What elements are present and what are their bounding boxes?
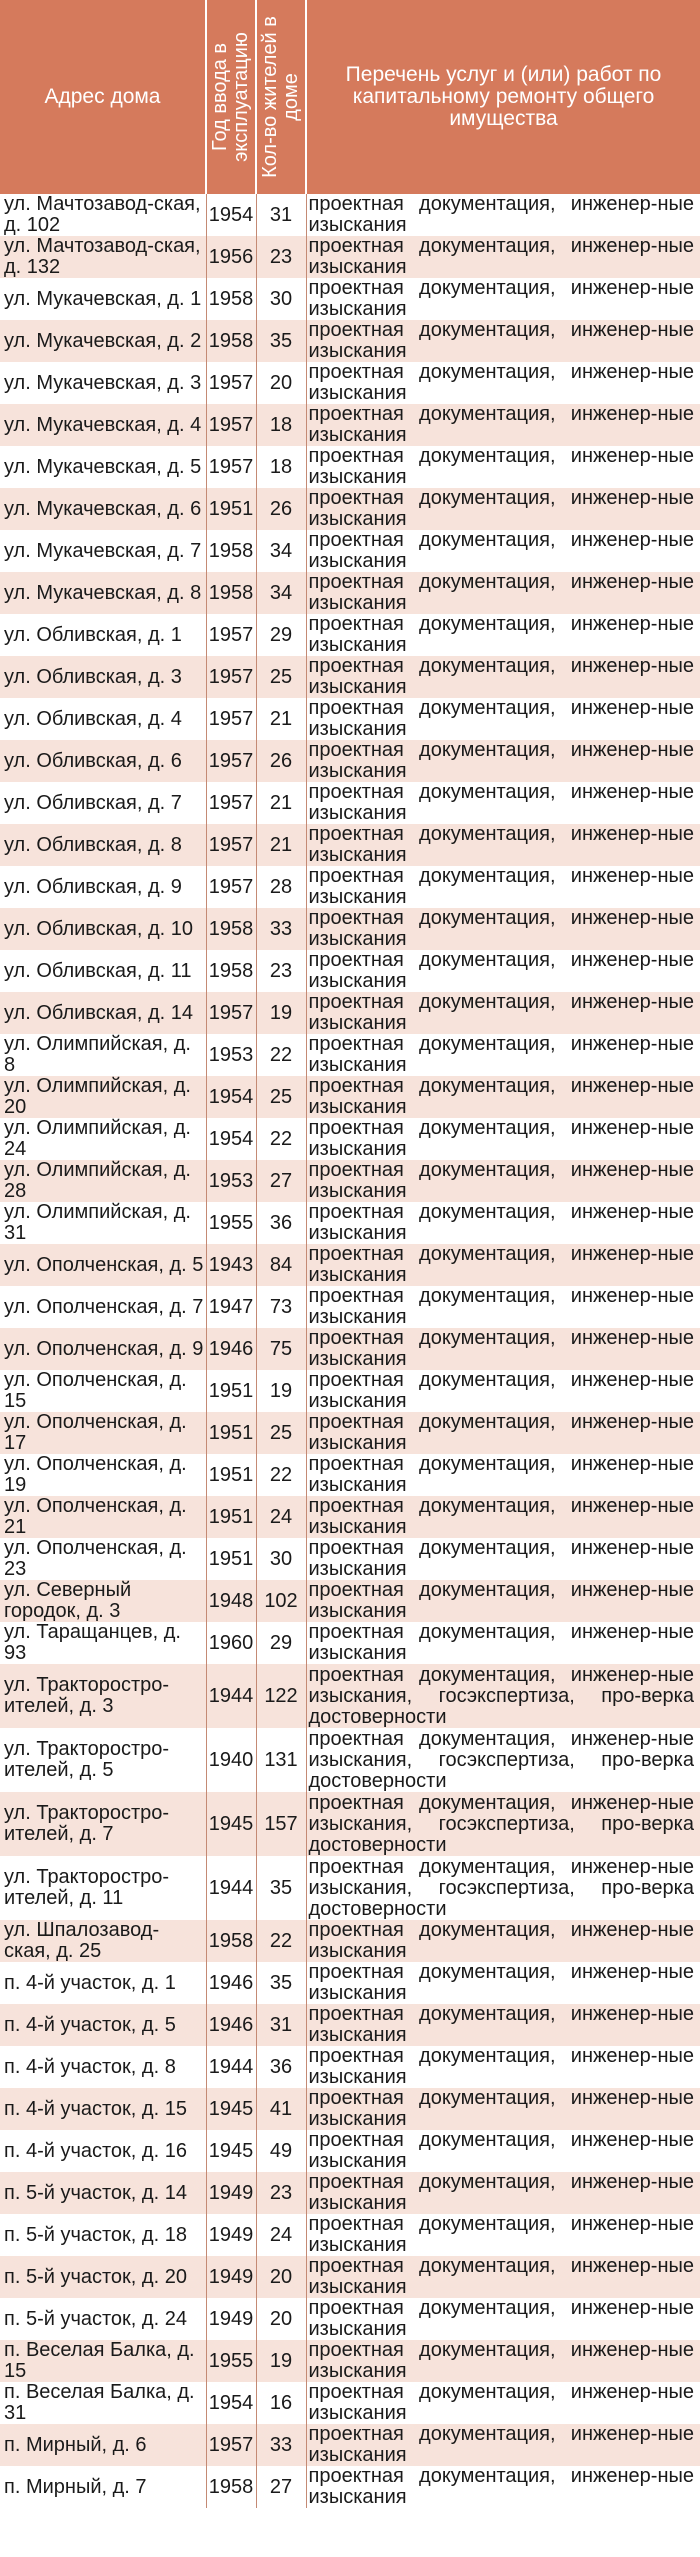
- residents-cell: 23: [256, 236, 306, 278]
- address-cell: ул. Ополченская, д. 17: [0, 1412, 206, 1454]
- residents-cell: 29: [256, 1622, 306, 1664]
- year-cell: 1951: [206, 1538, 256, 1580]
- residents-cell: 33: [256, 2424, 306, 2466]
- works-cell: проектная документация, инженер-ные изыскания: [306, 404, 700, 446]
- year-cell: 1957: [206, 866, 256, 908]
- address-cell: ул. Олимпийская, д. 8: [0, 1034, 206, 1076]
- address-cell: ул. Обливская, д. 7: [0, 782, 206, 824]
- table-row: [0, 1034, 700, 1076]
- address-cell: ул. Таращанцев, д. 93: [0, 1622, 206, 1664]
- address-cell: п. 4-й участок, д. 5: [0, 2004, 206, 2046]
- table-row: [0, 2298, 700, 2340]
- works-cell: проектная документация, инженер-ные изыскания: [306, 362, 700, 404]
- year-cell: 1953: [206, 1160, 256, 1202]
- table-row: [0, 1538, 700, 1580]
- works-cell: проектная документация, инженер-ные изыскания: [306, 488, 700, 530]
- residents-cell: 75: [256, 1328, 306, 1370]
- residents-cell: 18: [256, 446, 306, 488]
- address-cell: ул. Тракторостро-ителей, д. 3: [0, 1664, 206, 1728]
- table-row: [0, 1412, 700, 1454]
- residents-cell: 102: [256, 1580, 306, 1622]
- table-row: [0, 992, 700, 1034]
- year-cell: 1957: [206, 446, 256, 488]
- address-cell: ул. Мукачевская, д. 1: [0, 278, 206, 320]
- residents-cell: 31: [256, 2004, 306, 2046]
- works-cell: проектная документация, инженер-ные изыскания: [306, 2340, 700, 2382]
- table-row: [0, 1244, 700, 1286]
- table-row: [0, 698, 700, 740]
- table-row: [0, 1622, 700, 1664]
- year-cell: 1954: [206, 1076, 256, 1118]
- table-row: [0, 2256, 700, 2298]
- address-cell: п. Мирный, д. 6: [0, 2424, 206, 2466]
- address-cell: п. 5-й участок, д. 20: [0, 2256, 206, 2298]
- table-header: [0, 0, 700, 194]
- year-cell: 1949: [206, 2214, 256, 2256]
- residents-cell: 28: [256, 866, 306, 908]
- header-residents: [256, 0, 306, 194]
- residents-cell: 27: [256, 1160, 306, 1202]
- table-row: [0, 740, 700, 782]
- residents-cell: 131: [256, 1728, 306, 1792]
- address-cell: ул. Обливская, д. 9: [0, 866, 206, 908]
- works-cell: проектная документация, инженер-ные изыскания: [306, 1244, 700, 1286]
- year-cell: 1951: [206, 1454, 256, 1496]
- residents-cell: 21: [256, 782, 306, 824]
- works-cell: проектная документация, инженер-ные изыскания: [306, 908, 700, 950]
- table-row: [0, 1202, 700, 1244]
- address-cell: ул. Тракторостро-ителей, д. 5: [0, 1728, 206, 1792]
- residents-cell: 36: [256, 2046, 306, 2088]
- year-cell: 1954: [206, 194, 256, 236]
- table-row: [0, 278, 700, 320]
- residents-cell: 23: [256, 2172, 306, 2214]
- residents-cell: 26: [256, 740, 306, 782]
- works-cell: проектная документация, инженер-ные изыскания: [306, 2424, 700, 2466]
- year-cell: 1956: [206, 236, 256, 278]
- table-row: [0, 908, 700, 950]
- address-cell: ул. Обливская, д. 4: [0, 698, 206, 740]
- works-cell: проектная документация, инженер-ные изыскания: [306, 1202, 700, 1244]
- table-row: [0, 2340, 700, 2382]
- year-cell: 1955: [206, 1202, 256, 1244]
- year-cell: 1958: [206, 1920, 256, 1962]
- works-cell: проектная документация, инженер-ные изыскания: [306, 2214, 700, 2256]
- table-row: [0, 950, 700, 992]
- year-cell: 1955: [206, 2340, 256, 2382]
- residents-cell: 20: [256, 2256, 306, 2298]
- year-cell: 1957: [206, 614, 256, 656]
- residents-cell: 35: [256, 1856, 306, 1920]
- table-body: [0, 194, 700, 2508]
- address-cell: ул. Мукачевская, д. 7: [0, 530, 206, 572]
- works-cell: проектная документация, инженер-ные изыскания: [306, 1580, 700, 1622]
- residents-cell: 18: [256, 404, 306, 446]
- address-cell: ул. Олимпийская, д. 24: [0, 1118, 206, 1160]
- year-cell: 1944: [206, 1856, 256, 1920]
- year-cell: 1951: [206, 1370, 256, 1412]
- table-row: [0, 1370, 700, 1412]
- residents-cell: 157: [256, 1792, 306, 1856]
- address-cell: ул. Обливская, д. 8: [0, 824, 206, 866]
- works-cell: проектная документация, инженер-ные изыскания: [306, 2130, 700, 2172]
- table-row: [0, 866, 700, 908]
- address-cell: ул. Обливская, д. 14: [0, 992, 206, 1034]
- address-cell: ул. Мукачевская, д. 3: [0, 362, 206, 404]
- header-year-label: Год ввода в эксплуатацию: [209, 32, 252, 162]
- address-cell: п. 5-й участок, д. 24: [0, 2298, 206, 2340]
- residents-cell: 49: [256, 2130, 306, 2172]
- table-row: [0, 1496, 700, 1538]
- works-cell: проектная документация, инженер-ные изыскания: [306, 2046, 700, 2088]
- address-cell: ул. Мукачевская, д. 2: [0, 320, 206, 362]
- works-cell: проектная документация, инженер-ные изыскания: [306, 1118, 700, 1160]
- year-cell: 1958: [206, 320, 256, 362]
- table-row: [0, 320, 700, 362]
- works-cell: проектная документация, инженер-ные изыскания: [306, 1920, 700, 1962]
- address-cell: ул. Мукачевская, д. 4: [0, 404, 206, 446]
- address-cell: ул. Ополченская, д. 7: [0, 1286, 206, 1328]
- address-cell: п. 4-й участок, д. 8: [0, 2046, 206, 2088]
- works-cell: проектная документация, инженер-ные изыскания: [306, 1538, 700, 1580]
- year-cell: 1957: [206, 992, 256, 1034]
- table-row: [0, 824, 700, 866]
- works-cell: проектная документация, инженер-ные изыскания: [306, 2298, 700, 2340]
- address-cell: ул. Мачтозавод-ская, д. 132: [0, 236, 206, 278]
- address-cell: ул. Олимпийская, д. 31: [0, 1202, 206, 1244]
- works-cell: проектная документация, инженер-ные изыскания: [306, 194, 700, 236]
- works-cell: проектная документация, инженер-ные изыскания: [306, 1622, 700, 1664]
- table-row: [0, 2130, 700, 2172]
- table-row: [0, 1076, 700, 1118]
- residents-cell: 23: [256, 950, 306, 992]
- residents-cell: 25: [256, 656, 306, 698]
- table-row: [0, 1454, 700, 1496]
- address-cell: ул. Ополченская, д. 23: [0, 1538, 206, 1580]
- table-row: [0, 2214, 700, 2256]
- address-cell: ул. Обливская, д. 11: [0, 950, 206, 992]
- table-row: [0, 614, 700, 656]
- address-cell: ул. Обливская, д. 6: [0, 740, 206, 782]
- year-cell: 1958: [206, 530, 256, 572]
- address-cell: ул. Ополченская, д. 19: [0, 1454, 206, 1496]
- table-row: [0, 1286, 700, 1328]
- address-cell: ул. Тракторостро-ителей, д. 11: [0, 1856, 206, 1920]
- works-cell: проектная документация, инженер-ные изыскания: [306, 572, 700, 614]
- residents-cell: 29: [256, 614, 306, 656]
- residents-cell: 22: [256, 1454, 306, 1496]
- address-cell: ул. Олимпийская, д. 20: [0, 1076, 206, 1118]
- year-cell: 1945: [206, 2088, 256, 2130]
- table-row: [0, 194, 700, 236]
- address-cell: ул. Обливская, д. 10: [0, 908, 206, 950]
- table-row: [0, 1792, 700, 1856]
- works-cell: проектная документация, инженер-ные изыскания: [306, 2088, 700, 2130]
- works-cell: проектная документация, инженер-ные изыскания: [306, 2382, 700, 2424]
- address-cell: ул. Мачтозавод-ская, д. 102: [0, 194, 206, 236]
- works-cell: проектная документация, инженер-ные изыскания: [306, 1328, 700, 1370]
- table-row: [0, 1118, 700, 1160]
- address-cell: ул. Северный городок, д. 3: [0, 1580, 206, 1622]
- address-cell: ул. Ополченская, д. 21: [0, 1496, 206, 1538]
- residents-cell: 22: [256, 1034, 306, 1076]
- table-row: [0, 2088, 700, 2130]
- year-cell: 1957: [206, 782, 256, 824]
- address-cell: ул. Ополченская, д. 15: [0, 1370, 206, 1412]
- works-cell: проектная документация, инженер-ные изыскания: [306, 698, 700, 740]
- works-cell: проектная документация, инженер-ные изыскания, госэкспертиза, про-верка достоверности: [306, 1792, 700, 1856]
- year-cell: 1951: [206, 488, 256, 530]
- works-cell: проектная документация, инженер-ные изыскания: [306, 1034, 700, 1076]
- works-cell: проектная документация, инженер-ные изыскания: [306, 1962, 700, 2004]
- works-cell: проектная документация, инженер-ные изыскания: [306, 530, 700, 572]
- address-cell: ул. Ополченская, д. 5: [0, 1244, 206, 1286]
- works-cell: проектная документация, инженер-ные изыскания: [306, 950, 700, 992]
- address-cell: п. 5-й участок, д. 18: [0, 2214, 206, 2256]
- address-cell: п. Веселая Балка, д. 15: [0, 2340, 206, 2382]
- year-cell: 1957: [206, 656, 256, 698]
- address-cell: ул. Олимпийская, д. 28: [0, 1160, 206, 1202]
- residents-cell: 25: [256, 1076, 306, 1118]
- residents-cell: 19: [256, 1370, 306, 1412]
- residents-cell: 31: [256, 194, 306, 236]
- residents-cell: 35: [256, 320, 306, 362]
- works-cell: проектная документация, инженер-ные изыскания: [306, 2172, 700, 2214]
- year-cell: 1957: [206, 698, 256, 740]
- address-cell: ул. Тракторостро-ителей, д. 7: [0, 1792, 206, 1856]
- residents-cell: 84: [256, 1244, 306, 1286]
- table-row: [0, 2466, 700, 2508]
- table-row: [0, 2382, 700, 2424]
- residents-cell: 34: [256, 572, 306, 614]
- residents-cell: 27: [256, 2466, 306, 2508]
- residents-cell: 21: [256, 824, 306, 866]
- address-cell: п. 4-й участок, д. 16: [0, 2130, 206, 2172]
- residents-cell: 20: [256, 2298, 306, 2340]
- year-cell: 1958: [206, 572, 256, 614]
- year-cell: 1945: [206, 2130, 256, 2172]
- address-cell: ул. Обливская, д. 3: [0, 656, 206, 698]
- table-row: [0, 1728, 700, 1792]
- residents-cell: 20: [256, 362, 306, 404]
- year-cell: 1954: [206, 1118, 256, 1160]
- table-row: [0, 1580, 700, 1622]
- year-cell: 1943: [206, 1244, 256, 1286]
- residents-cell: 22: [256, 1118, 306, 1160]
- year-cell: 1957: [206, 740, 256, 782]
- residents-cell: 41: [256, 2088, 306, 2130]
- year-cell: 1946: [206, 2004, 256, 2046]
- table-row: [0, 362, 700, 404]
- year-cell: 1948: [206, 1580, 256, 1622]
- residents-cell: 24: [256, 2214, 306, 2256]
- header-address: Адрес дома: [0, 0, 206, 194]
- year-cell: 1958: [206, 908, 256, 950]
- address-cell: п. 4-й участок, д. 15: [0, 2088, 206, 2130]
- year-cell: 1958: [206, 278, 256, 320]
- year-cell: 1949: [206, 2298, 256, 2340]
- table-row: [0, 2172, 700, 2214]
- year-cell: 1957: [206, 2424, 256, 2466]
- works-cell: проектная документация, инженер-ные изыскания: [306, 2004, 700, 2046]
- address-cell: п. Веселая Балка, д. 31: [0, 2382, 206, 2424]
- table-row: [0, 782, 700, 824]
- table-row: [0, 1160, 700, 1202]
- address-cell: ул. Обливская, д. 1: [0, 614, 206, 656]
- table-row: [0, 1962, 700, 2004]
- works-cell: проектная документация, инженер-ные изыскания: [306, 656, 700, 698]
- table-row: [0, 656, 700, 698]
- residents-cell: 73: [256, 1286, 306, 1328]
- works-cell: проектная документация, инженер-ные изыскания: [306, 320, 700, 362]
- table-row: [0, 530, 700, 572]
- year-cell: 1957: [206, 362, 256, 404]
- residents-cell: 19: [256, 992, 306, 1034]
- table-row: [0, 2004, 700, 2046]
- residents-cell: 30: [256, 1538, 306, 1580]
- table-row: [0, 1920, 700, 1962]
- address-cell: ул. Мукачевская, д. 8: [0, 572, 206, 614]
- works-cell: проектная документация, инженер-ные изыскания: [306, 1286, 700, 1328]
- residents-cell: 36: [256, 1202, 306, 1244]
- residents-cell: 21: [256, 698, 306, 740]
- works-cell: проектная документация, инженер-ные изыскания: [306, 236, 700, 278]
- residents-cell: 34: [256, 530, 306, 572]
- works-cell: проектная документация, инженер-ные изыскания: [306, 866, 700, 908]
- residents-cell: 22: [256, 1920, 306, 1962]
- year-cell: 1958: [206, 950, 256, 992]
- year-cell: 1944: [206, 1664, 256, 1728]
- address-cell: ул. Ополченская, д. 9: [0, 1328, 206, 1370]
- year-cell: 1949: [206, 2256, 256, 2298]
- year-cell: 1960: [206, 1622, 256, 1664]
- table-row: [0, 572, 700, 614]
- works-cell: проектная документация, инженер-ные изыскания: [306, 992, 700, 1034]
- table-row: [0, 404, 700, 446]
- year-cell: 1946: [206, 1962, 256, 2004]
- header-works: Перечень услуг и (или) работ по капитальному ремонту общего имущества: [306, 0, 700, 194]
- works-cell: проектная документация, инженер-ные изыскания: [306, 2256, 700, 2298]
- works-cell: проектная документация, инженер-ные изыскания: [306, 278, 700, 320]
- year-cell: 1951: [206, 1412, 256, 1454]
- works-cell: проектная документация, инженер-ные изыскания: [306, 740, 700, 782]
- year-cell: 1957: [206, 404, 256, 446]
- header-year: [206, 0, 256, 194]
- address-cell: ул. Мукачевская, д. 5: [0, 446, 206, 488]
- residents-cell: 35: [256, 1962, 306, 2004]
- residents-cell: 33: [256, 908, 306, 950]
- residents-cell: 26: [256, 488, 306, 530]
- year-cell: 1946: [206, 1328, 256, 1370]
- table-row: [0, 1664, 700, 1728]
- table-row: [0, 1856, 700, 1920]
- residents-cell: 122: [256, 1664, 306, 1728]
- works-cell: проектная документация, инженер-ные изыскания: [306, 1412, 700, 1454]
- works-cell: проектная документация, инженер-ные изыскания, госэкспертиза, про-верка достоверности: [306, 1664, 700, 1728]
- table-row: [0, 2424, 700, 2466]
- year-cell: 1944: [206, 2046, 256, 2088]
- works-cell: проектная документация, инженер-ные изыскания: [306, 614, 700, 656]
- address-cell: п. 5-й участок, д. 14: [0, 2172, 206, 2214]
- address-cell: ул. Шпалозавод-ская, д. 25: [0, 1920, 206, 1962]
- works-cell: проектная документация, инженер-ные изыскания: [306, 782, 700, 824]
- header-residents-label: Кол-во жителей в доме: [259, 16, 302, 178]
- works-cell: проектная документация, инженер-ные изыскания: [306, 1076, 700, 1118]
- works-cell: проектная документация, инженер-ные изыскания: [306, 2466, 700, 2508]
- year-cell: 1949: [206, 2172, 256, 2214]
- works-cell: проектная документация, инженер-ные изыскания: [306, 1496, 700, 1538]
- residents-cell: 25: [256, 1412, 306, 1454]
- residents-cell: 30: [256, 278, 306, 320]
- residents-cell: 24: [256, 1496, 306, 1538]
- address-cell: п. 4-й участок, д. 1: [0, 1962, 206, 2004]
- table-row: [0, 446, 700, 488]
- year-cell: 1958: [206, 2466, 256, 2508]
- works-cell: проектная документация, инженер-ные изыскания, госэкспертиза, про-верка достоверности: [306, 1856, 700, 1920]
- works-cell: проектная документация, инженер-ные изыскания: [306, 824, 700, 866]
- year-cell: 1947: [206, 1286, 256, 1328]
- table-row: [0, 488, 700, 530]
- year-cell: 1940: [206, 1728, 256, 1792]
- works-cell: проектная документация, инженер-ные изыскания: [306, 1160, 700, 1202]
- works-cell: проектная документация, инженер-ные изыскания, госэкспертиза, про-верка достоверности: [306, 1728, 700, 1792]
- year-cell: 1945: [206, 1792, 256, 1856]
- works-cell: проектная документация, инженер-ные изыскания: [306, 446, 700, 488]
- year-cell: 1954: [206, 2382, 256, 2424]
- works-cell: проектная документация, инженер-ные изыскания: [306, 1370, 700, 1412]
- address-cell: п. Мирный, д. 7: [0, 2466, 206, 2508]
- works-cell: проектная документация, инженер-ные изыскания: [306, 1454, 700, 1496]
- table-row: [0, 2046, 700, 2088]
- year-cell: 1953: [206, 1034, 256, 1076]
- residents-cell: 16: [256, 2382, 306, 2424]
- table-row: [0, 236, 700, 278]
- residents-cell: 19: [256, 2340, 306, 2382]
- year-cell: 1957: [206, 824, 256, 866]
- year-cell: 1951: [206, 1496, 256, 1538]
- address-cell: ул. Мукачевская, д. 6: [0, 488, 206, 530]
- table-row: [0, 1328, 700, 1370]
